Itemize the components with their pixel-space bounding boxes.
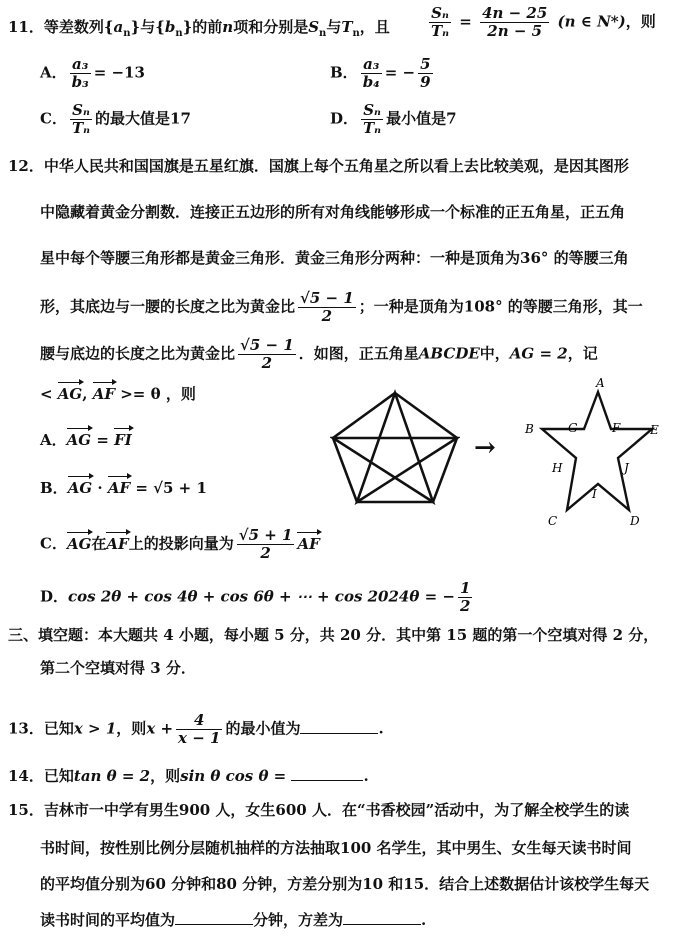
- q12-option-d: D．cos 2θ + cos 4θ + cos 6θ + ⋯ + cos 2024θ = − $\frac{1}{2}$: [40, 579, 471, 615]
- q12-line1: 12．中华人民共和国国旗是五星红旗．国旗上每个五角星之所以看上去比较美观，是因其图形: [8, 157, 629, 175]
- q11-option-c: C． $\frac{\text{Sₙ}}{\text{Tₙ}}$ 的最大值是17: [40, 101, 191, 137]
- q14-answer-blank[interactable]: [291, 766, 363, 781]
- star-label-i: I: [592, 487, 597, 501]
- q12-line2: 中隐藏着黄金分割数．连接正五边形的所有对角线能够形成一个标准的正五角星，正五角: [40, 203, 626, 221]
- star-label-f: F: [612, 421, 621, 435]
- q15-variance-blank[interactable]: [343, 910, 421, 925]
- star-label-e: E: [650, 423, 659, 437]
- star-label-d: D: [630, 514, 640, 528]
- q14: 14．已知tan θ = 2，则sin θ cos θ = .: [8, 767, 369, 785]
- q12-line5: 腰与底边的长度之比为黄金比 $\frac{√5 - 1}{2}$ ．如图，正五角星ABCDE中，AG = 2，记: [40, 336, 598, 372]
- q12-line6: < AG, AF >= θ ，则: [40, 385, 196, 403]
- q13: 13．已知x > 1，则x + $\frac{4}{x - 1}$ 的最小值为 .: [8, 711, 384, 747]
- q13-answer-blank[interactable]: [300, 719, 378, 734]
- star-label-g: G: [568, 421, 578, 435]
- q15-mean-blank[interactable]: [175, 910, 253, 925]
- star-label-j: J: [624, 461, 629, 475]
- q15-line2: 书时间，按性别比例分层随机抽样的方法抽取100 名学生，其中男生、女生每天读书时间: [40, 839, 632, 857]
- q11-fraction-lhs: $\frac{\text{Sₙ}}{\text{Tₙ}}$ = $\frac{4n - 25}{2n - 5}$ (n ∈ N*)，则: [431, 4, 656, 40]
- q11-stem: 11．等差数列$\{a_n\}$与$\{b_n\}$的前n项和分别是$S_n$与$T_n$，且: [8, 18, 390, 39]
- star-label-a: A: [596, 376, 605, 390]
- q15-line3: 的平均值分别为60 分钟和80 分钟，方差分别为10 和15．结合上述数据估计该校学生每天: [40, 875, 650, 893]
- q12-option-a: A．AG = FI: [40, 431, 132, 449]
- q11-option-b: B． $\frac{\text{a₃}}{\text{b₄}}$ = − $\frac{5}{9}$: [330, 55, 431, 91]
- section3-note: 第二个空填对得 3 分．: [40, 659, 196, 677]
- arrow-icon: →: [474, 433, 496, 463]
- pentagon-figure: [330, 385, 460, 505]
- star-label-b: B: [525, 422, 534, 436]
- q12-option-b: B．AG · AF = √5 + 1: [40, 479, 207, 497]
- star-label-c: C: [548, 514, 558, 528]
- q15-line1: 15．吉林市一中学有男生900 人，女生600 人．在“书香校园”活动中，为了解全校学生的读: [8, 801, 630, 819]
- q12-line4: 形，其底边与一腰的长度之比为黄金比 $\frac{√5 - 1}{2}$ ；一种是顶角为108° 的等腰三角形，其一: [40, 289, 643, 325]
- star-label-h: H: [552, 461, 563, 475]
- q11-option-d: D． $\frac{\text{Sₙ}}{\text{Tₙ}}$ 最小值是7: [330, 101, 457, 137]
- section3-heading: 三、填空题：本大题共 4 小题，每小题 5 分，共 20 分．其中第 15 题的第一个空填对得 2 分，: [8, 626, 659, 644]
- star-figure: [520, 375, 670, 530]
- q12-line3: 星中每个等腰三角形都是黄金三角形．黄金三角形分两种：一种是顶角为36° 的等腰三角: [40, 249, 629, 267]
- q12-option-c: C．AG在AF上的投影向量为 $\frac{√5 + 1}{2}$ AF: [40, 526, 320, 562]
- q11-option-a: A． $\frac{\text{a₃}}{\text{b₃}}$ = −13: [40, 55, 145, 91]
- q15-line4: 读书时间的平均值为 分钟，方差为 .: [40, 911, 427, 929]
